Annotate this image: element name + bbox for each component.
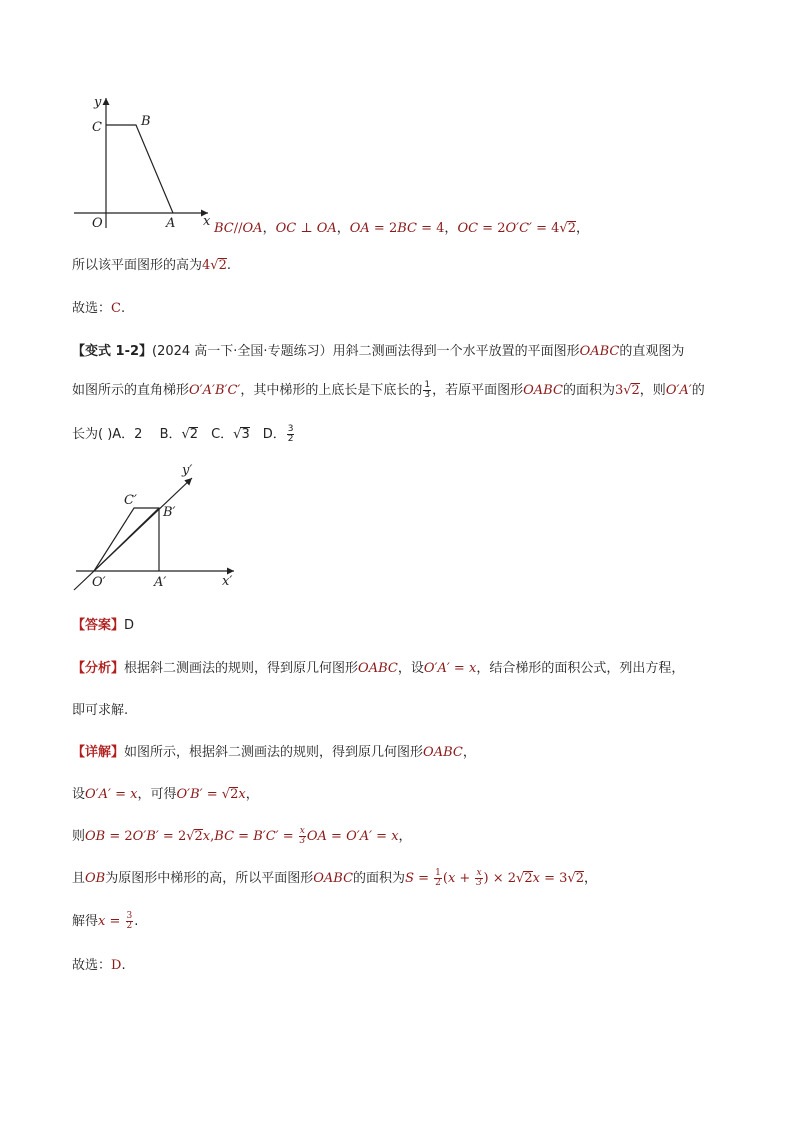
line-detail: 【详解】如图所示，根据斜二测画法的规则，得到原几何图形OABC， [72,745,476,760]
label-y-prime: y′ [182,463,193,478]
line-variant-body: 如图所示的直角梯形O′A′B′C′，其中梯形的上底长是下底长的 $\frac{1}{3}$ ，若原平面图形OABC的面积为3√2，则O′A′的 [72,380,705,400]
line-analysis: 【分析】根据斜二测画法的规则，得到原几何图形OABC，设O′A′ = x，结合梯形的面积公式，列出方程， [72,661,685,676]
line-options: 长为( )A．2 B．√2 C．√3 D． $\frac{3}{2}$ [72,424,294,444]
line-conditions: BC//OA，OC ⊥ OA，OA = 2BC = 4，OC = 2O′C′ = 4√2， [214,221,590,236]
label-y: y [94,95,102,110]
line-detail-4: 解得x = $\frac{3}{2}$ . [72,911,139,931]
line-analysis-2: 即可求解. [72,703,129,718]
label-b: B [141,114,151,129]
label-o: O [92,216,103,231]
label-o-prime: O′ [92,575,106,590]
figure-intuitive-trapezoid [66,458,246,598]
figure-original-trapezoid [60,88,220,233]
line-detail-2: 则OB = 2O′B′ = 2√2x,BC = B′C′ = $\frac{x}{3}$ OA = O′A′ = x， [72,826,412,846]
line-detail-3: 且OB为原图形中梯形的高，所以平面图形OABC的面积为S = $\frac{1}{2}$ (x + $\frac{x}{3}$ ) × 2√2x = 3√2， [72,868,597,888]
label-x: x [203,214,211,229]
label-a-prime: A′ [154,575,167,590]
label-c: C [92,120,102,135]
line-answer: 【答案】D [72,618,135,633]
line-choice-d: 故选：D. [72,958,126,973]
label-b-prime: B′ [163,505,176,520]
label-a: A [166,216,176,231]
label-c-prime: C′ [124,493,137,508]
line-height: 所以该平面图形的高为4√2. [72,258,231,273]
line-choice-c: 故选：C. [72,301,126,316]
line-detail-1: 设O′A′ = x，可得O′B′ = √2x， [72,787,259,802]
line-variant-title: 【变式 1-2】(2024 高一下·全国·专题练习）用斜二测画法得到一个水平放置的平面图形OABC的直观图为 [72,344,685,359]
label-x-prime: x′ [222,574,233,589]
